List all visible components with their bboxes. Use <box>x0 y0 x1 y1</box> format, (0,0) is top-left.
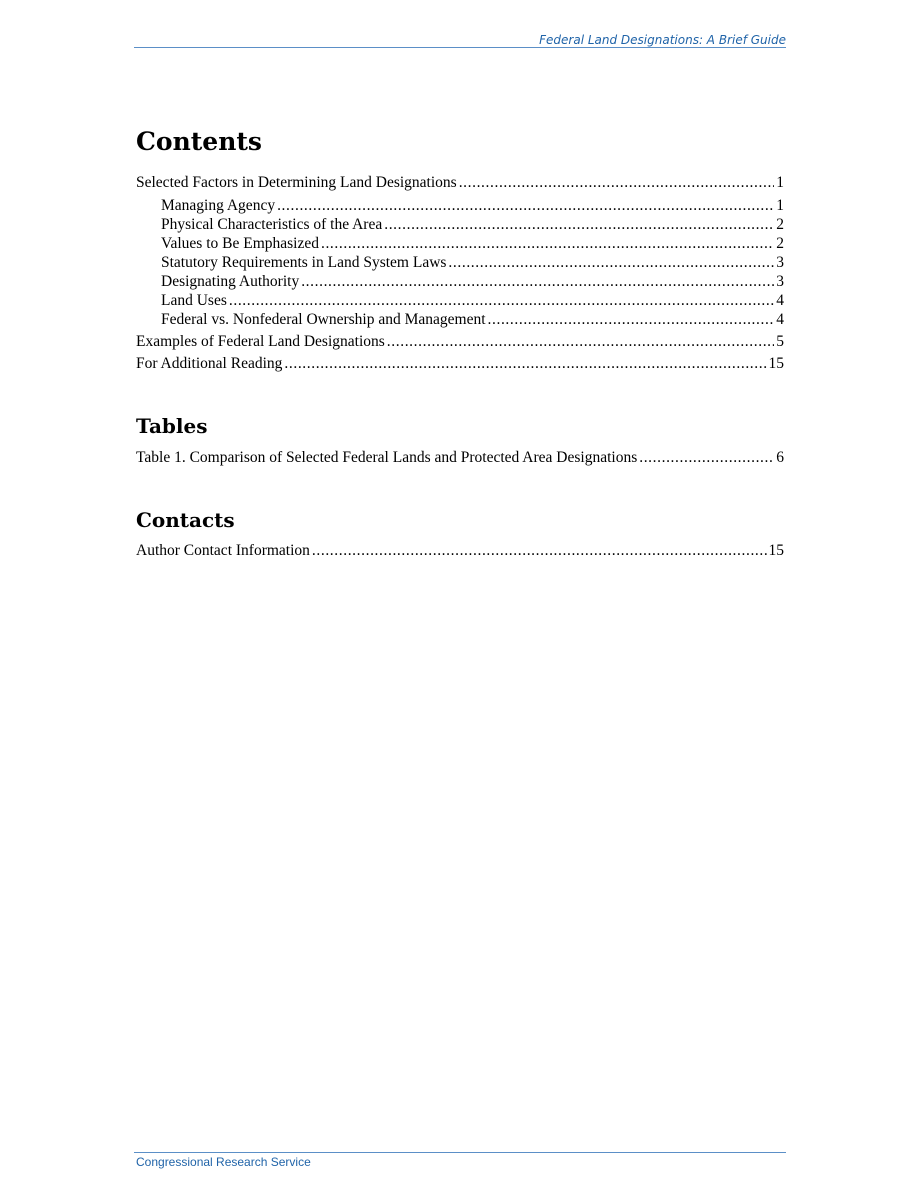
toc-entry-text: Values to Be Emphasized <box>161 235 319 252</box>
contents-heading: Contents <box>136 127 263 156</box>
toc-page-number: 5 <box>776 333 784 350</box>
dot-leader <box>284 355 766 373</box>
toc-entry-text: Designating Authority <box>161 273 300 290</box>
toc-page-number: 15 <box>768 355 784 372</box>
toc-page-number: 4 <box>776 292 784 309</box>
toc-entry[interactable] <box>136 355 784 373</box>
contacts-heading: Contacts <box>136 508 235 532</box>
toc-entry[interactable] <box>136 542 784 560</box>
tables-heading: Tables <box>136 414 208 438</box>
toc-page-number: 3 <box>776 254 784 271</box>
toc-entry[interactable] <box>161 216 784 234</box>
toc-entry-text: Federal vs. Nonfederal Ownership and Management <box>161 311 486 328</box>
toc-page-number: 6 <box>776 449 784 466</box>
header-divider <box>134 47 786 48</box>
running-header-title: Federal Land Designations: A Brief Guide <box>539 33 786 47</box>
dot-leader <box>321 235 774 253</box>
toc-entry[interactable] <box>161 311 784 329</box>
toc-page-number: 15 <box>768 542 784 559</box>
toc-entry-text: Examples of Federal Land Designations <box>136 333 385 350</box>
dot-leader <box>448 254 774 272</box>
toc-page-number: 1 <box>776 197 784 214</box>
dot-leader <box>229 292 774 310</box>
toc-page-number: 2 <box>776 235 784 252</box>
toc-entry[interactable] <box>161 235 784 253</box>
toc-entry[interactable] <box>161 197 784 215</box>
toc-entry-text: Selected Factors in Determining Land Designations <box>136 174 457 191</box>
toc-page-number: 4 <box>776 311 784 328</box>
toc-entry[interactable] <box>136 174 784 192</box>
toc-entry-text: For Additional Reading <box>136 355 283 372</box>
toc-entry-text: Physical Characteristics of the Area <box>161 216 383 233</box>
toc-page-number: 2 <box>776 216 784 233</box>
dot-leader <box>488 311 775 329</box>
dot-leader <box>639 449 774 467</box>
toc-entry-text: Land Uses <box>161 292 227 309</box>
dot-leader <box>387 333 774 351</box>
toc-entry-text: Author Contact Information <box>136 542 310 559</box>
toc-page-number: 1 <box>776 174 784 191</box>
toc-entry-text: Statutory Requirements in Land System Laws <box>161 254 447 271</box>
toc-entry-text: Table 1. Comparison of Selected Federal Lands and Protected Area Designations <box>136 449 638 466</box>
toc-entry[interactable] <box>161 292 784 310</box>
dot-leader <box>384 216 774 234</box>
toc-entry[interactable] <box>161 254 784 272</box>
toc-entry[interactable] <box>136 333 784 351</box>
toc-entry-text: Managing Agency <box>161 197 276 214</box>
toc-page-number: 3 <box>776 273 784 290</box>
dot-leader <box>459 174 775 192</box>
toc-entry[interactable] <box>161 273 784 291</box>
dot-leader <box>277 197 774 215</box>
dot-leader <box>301 273 774 291</box>
running-footer-organization: Congressional Research Service <box>136 1155 311 1169</box>
footer-divider <box>134 1152 786 1153</box>
dot-leader <box>312 542 767 560</box>
toc-entry[interactable] <box>136 449 784 467</box>
